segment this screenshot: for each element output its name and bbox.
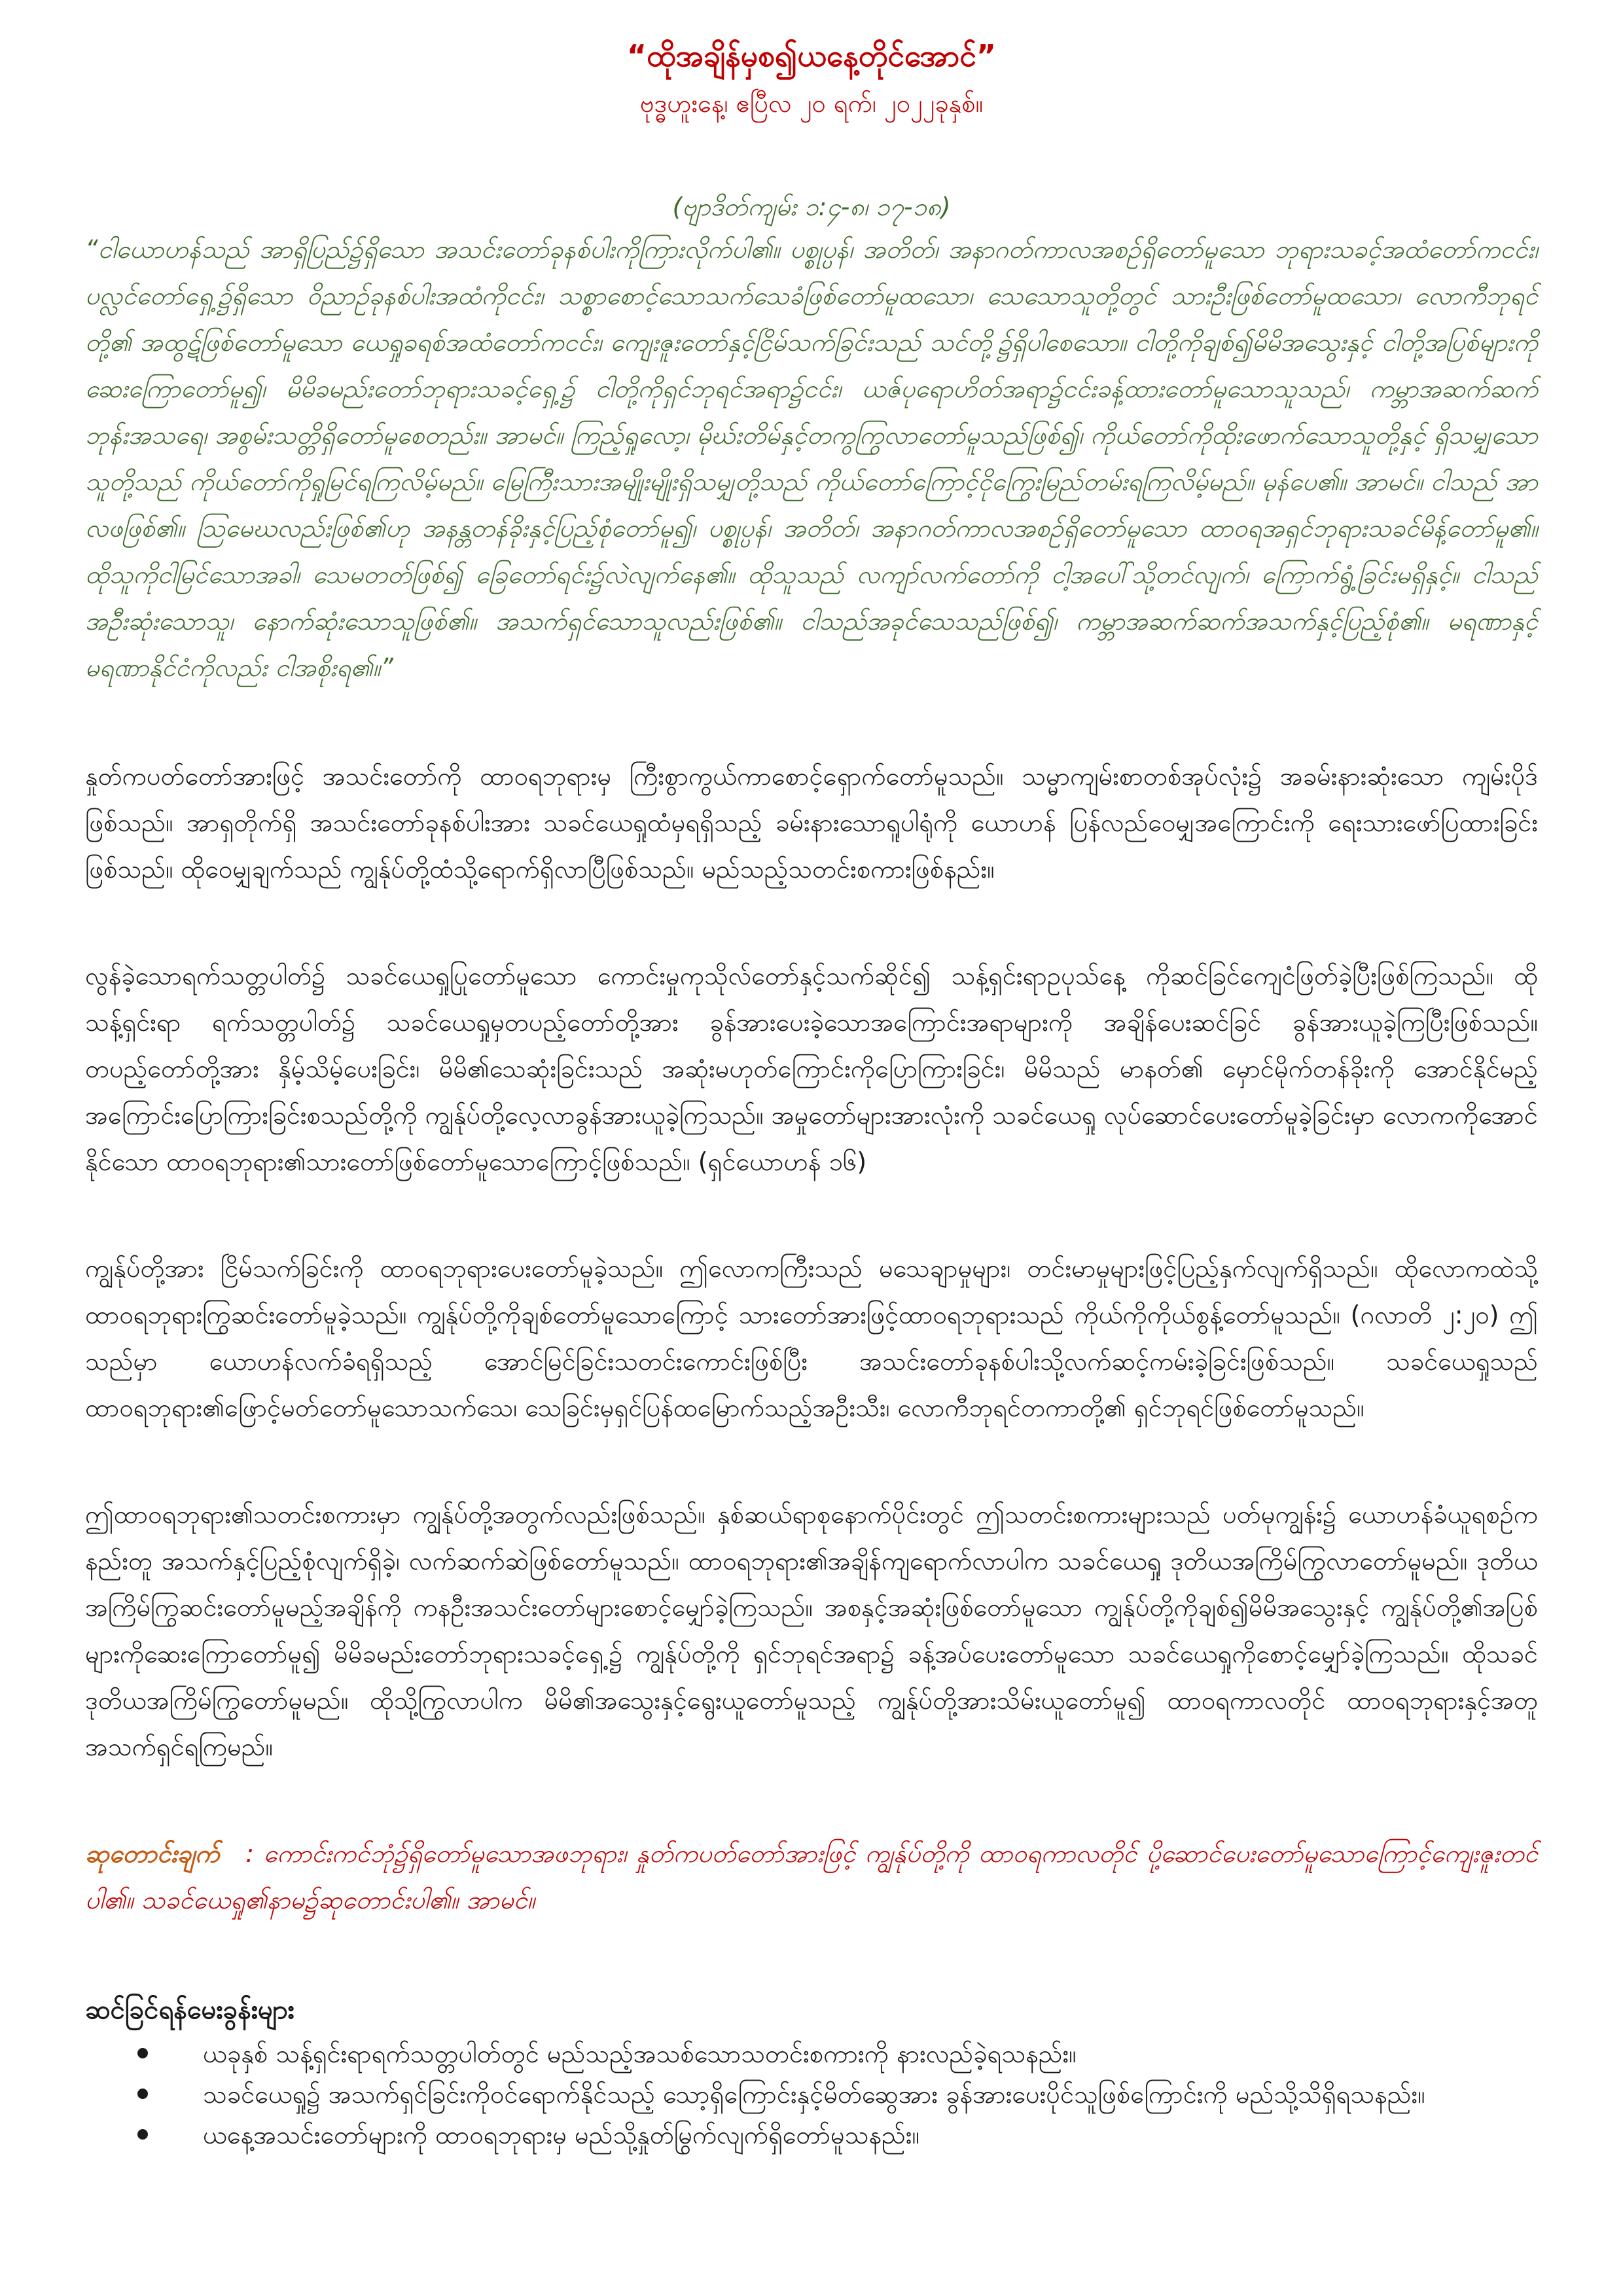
list-item [137,2115,1538,2155]
scripture-reference: (ဗျာဒိတ်ကျမ်း ၁:၄-၈၊ ၁၇-၁၈) [672,192,951,221]
date-line: ဗုဒ္ဓဟူးနေ့၊ ဧပြီလ ၂၀ ရက်၊ ၂၀၂၂ခုနှစ်။ [639,89,984,118]
body-paragraph-1: နှုတ်ကပတ်တော်အားဖြင့် အသင်းတော်ကို ထာဝရဘုရားမှ ကြီးစွာကွယ်ကာစောင့်ရှောက်တော်မူသည်။ သမ္မာကျမ်းစာတစ်အုပ်လုံး၌ အခမ်းနားဆုံးသော ကျမ်းပိုဒ်ဖြစ်သည်။ အာရှတိုက်ရှိ အသင်းတော်ခုနစ်ပါးအား သခင်ယေရှုထံမှရရှိသည့် ခမ်းနားသောရူပါရုံကို ယောဟန် ပြန်လည်ဝေမျှအကြောင်းကို ရေးသားဖော်ပြထားခြင်းဖြစ်သည်။ ထိုဝေမျှချက်သည် ကျွန်ုပ်တို့ထံသို့ရောက်ရှိလာပြီဖြစ်သည်။ မည်သည့်သတင်းစကားဖြစ်နည်း။ [85,762,1538,884]
list-item [137,2034,1538,2074]
prayer-label: ဆုတောင်းချက် [85,1839,220,1868]
question-text: သခင်ယေရှု၌ အသက်ရှင်ခြင်းကိုဝင်ရောက်နိုင်သည့် သော့ရှိကြောင်းနှင့်မိတ်ဆွေအား ခွန်အားပေးပိုင်သူဖြစ်ကြောင်းကို မည်သို့သိရှိရသနည်း။ [203,2080,1425,2109]
scripture-quote: “ငါယောဟန်သည် အာရှိပြည်၌ရှိသော အသင်းတော်ခုနစ်ပါးကိုကြားလိုက်ပါ၏။ ပစ္စုပ္ပန်၊ အတိတ်၊ အနာဂတ်ကာလအစဉ်ရှိတော်မူသော ဘုရားသခင့်အထံတော်ကငင်း၊ ပလ္လင်တော်ရှေ့၌ရှိသော ဝိညာဉ်ခုနစ်ပါးအထံကိုငင်း၊ သစ္စာစောင့်သောသက်သေခံဖြစ်တော်မူထသော၊ သေသောသူတို့တွင် သားဦးဖြစ်တော်မူထသော၊ လောကီဘုရင်တို့၏ အထွဋ်ဖြစ်တော်မူသော ယေရှုခရစ်အထံတော်ကငင်း၊ ကျေးဇူးတော်နှင့်ငြိမ်သက်ခြင်းသည် သင်တို့၌ရှိပါစေသော။ ငါတို့ကိုချစ်၍မိမိအသွေးနှင့် ငါတို့အပြစ်များကိုဆေးကြောတော်မူ၍၊ မိမိခမည်းတော်ဘုရားသခင့်ရှေ့၌ ငါတို့ကိုရှင်ဘုရင်အရာ၌ငင်း၊ ယဇ်ပုရောဟိတ်အရာ၌ငင်းခန့်ထားတော်မူသောသူသည်၊ ကမ္ဘာအဆက်ဆက် ဘုန်းအသရေ၊ အစွမ်းသတ္တိရှိတော်မူစေတည်း။ အာမင်။ ကြည့်ရှုလော့၊ မိုဃ်းတိမ်နှင့်တကွကြွလာတော်မူသည်ဖြစ်၍၊ ကိုယ်တော်ကိုထိုးဖောက်သောသူတို့နှင့် ရှိသမျှသောသူတို့သည် ကိုယ်တော်ကိုရှုမြင်ရကြလိမ့်မည်။ မြေကြီးသားအမျိုးမျိုးရှိသမျှတို့သည် ကိုယ်တော်ကြောင့်ငိုကြွေးမြည်တမ်းရကြလိမ့်မည်။ မုန်ပေ၏။ အာမင်။ ငါသည် အာလဖဖြစ်၏။ ဩမေဃလည်းဖြစ်၏ဟု အနန္တတန်ခိုးနှင့်ပြည့်စုံတော်မူ၍၊ ပစ္စုပ္ပန်၊ အတိတ်၊ အနာဂတ်ကာလအစဉ်ရှိတော်မူသော ထာဝရအရှင်ဘုရားသခင်မိန့်တော်မူ၏။ ထိုသူကိုငါမြင်သောအခါ၊ သေမတတ်ဖြစ်၍ ခြေတော်ရင်း၌လဲလျက်နေ၏။ ထိုသူသည် လကျာ်လက်တော်ကို ငါ့အပေါ်သို့တင်လျက်၊ ကြောက်ရွံ့ခြင်းမရှိနှင့်။ ငါသည်အဦးဆုံးသောသူ၊ နောက်ဆုံးသောသူဖြစ်၏။ အသက်ရှင်သောသူလည်းဖြစ်၏။ ငါသည်အခုင်သေသည်ဖြစ်၍၊ ကမ္ဘာအဆက်ဆက်အသက်နှင့်ပြည့်စုံ၏။ မရဏာနှင့် မရဏာနိုင်ငံကိုလည်း ငါအစိုးရ၏။” [85,235,1538,682]
question-text: ယနေ့အသင်းတော်များကို ထာဝရဘုရားမှ မည်သို့နှုတ်မြွက်လျက်ရှိတော်မူသနည်း။ [203,2121,920,2149]
prayer-text: : ကောင်းကင်ဘုံ၌ရှိတော်မူသောအဖဘုရား၊ နှုတ်ကပတ်တော်အားဖြင့် ကျွန်ုပ်တို့ကို ထာဝရကာလတိုင် ပို့ဆောင်ပေးတော်မူသောကြောင့်ကျေးဇူးတင်ပါ၏။ သခင်ယေရှု၏နာမ၌ဆုတောင်းပါ၏။ အာမင်။ [85,1839,1538,1914]
list-item [137,2074,1538,2115]
question-text: ယခုနှစ် သန့်ရှင်းရာရက်သတ္တပါတ်တွင် မည်သည့်အသစ်သောသတင်းစကားကို နားလည်ခဲ့ရသနည်း။ [203,2039,1077,2068]
questions-heading: ဆင်ခြင်ရန်မေးခွန်းများ [85,1995,294,2025]
bullet-icon [137,2129,148,2140]
prayer-block [85,1831,1538,1924]
page-title: “ထိုအချိန်မှစ၍ယနေ့တိုင်အောင်” [626,38,997,73]
body-paragraph-3: ကျွန်ုပ်တို့အား ငြိမ်သက်ခြင်းကို ထာဝရဘုရားပေးတော်မူခဲ့သည်။ ဤလောကကြီးသည် မသေချာမှုများ၊ တင်းမာမှုများဖြင့်ပြည့်နှက်လျက်ရှိသည်။ ထိုလောကထဲသို့ ထာဝရဘုရားကြွဆင်းတော်မူခဲ့သည်။ ကျွန်ုပ်တို့ကိုချစ်တော်မူသောကြောင့် သားတော်အားဖြင့်ထာဝရဘုရားသည် ကိုယ်ကိုကိုယ်စွန့်တော်မူသည်။ (ဂလာတိ ၂:၂၀) ဤသည်မှာ ယောဟန်လက်ခံရရှိသည့် အောင်မြင်ခြင်းသတင်းကောင်းဖြစ်ပြီး အသင်းတော်ခုနစ်ပါးသို့လက်ဆင့်ကမ်းခဲ့ခြင်းဖြစ်သည်။ သခင်ယေရှုသည် ထာဝရဘုရား၏ဖြောင့်မတ်တော်မူသောသက်သေ၊ သေခြင်းမှရှင်ပြန်ထမြောက်သည့်အဦးသီး၊ လောကီဘုရင်တကာတို့၏ ရှင်ဘုရင်ဖြစ်တော်မူသည်။ [85,1254,1538,1422]
body-paragraph-2: လွန်ခဲ့သောရက်သတ္တပါတ်၌ သခင်ယေရှုပြုတော်မူသော ကောင်းမှုကုသိုလ်တော်နှင့်သက်ဆိုင်၍ သန့်ရှင်းရာဥပုသ်နေ့ ကိုဆင်ခြင်ကျေငံဖြတ်ခဲ့ပြီးဖြစ်ကြသည်။ ထိုသန့်ရှင်းရာ ရက်သတ္တပါတ်၌ သခင်ယေရှုမှတပည့်တော်တို့အား ခွန်အားပေးခဲ့သောအကြောင်းအရာများကို အချိန်ပေးဆင်ခြင် ခွန်အားယူခဲ့ကြပြီးဖြစ်သည်။ တပည့်တော်တို့အား နှိမ့်သိမ့်ပေးခြင်း၊ မိမိ၏သေဆုံးခြင်းသည် အဆုံးမဟုတ်ကြောင်းကိုပြောကြားခြင်း၊ မိမိသည် မာနတ်၏ မှောင်မိုက်တန်ခိုးကို အောင်နိုင်မည့်အကြောင်းပြောကြားခြင်းစသည်တို့ကို ကျွန်ုပ်တို့လေ့လာခွန်အားယူခဲ့ကြသည်။ အမှုတော်များအားလုံးကို သခင်ယေရှု လုပ်ဆောင်ပေးတော်မူခဲ့ခြင်းမှာ လောကကိုအောင်နိုင်သော ထာဝရဘုရား၏သားတော်ဖြစ်တော်မူသောကြောင့်ဖြစ်သည်။ (ရှင်ယောဟန် ၁၆) [85,961,1538,1176]
devotional-page [85,26,1538,2155]
bullet-icon [137,2089,148,2099]
bullet-icon [137,2048,148,2058]
questions-list [85,2034,1538,2155]
body-paragraph-4: ဤထာဝရဘုရား၏သတင်းစကားမှာ ကျွန်ုပ်တို့အတွက်လည်းဖြစ်သည်။ နှစ်ဆယ်ရာစုနောက်ပိုင်းတွင် ဤသတင်းစကားများသည် ပတ်မုကျွန်း၌ ယောဟန်ခံယူရစဉ်ကနည်းတူ အသက်နှင့်ပြည့်စုံလျက်ရှိခဲ့၊ လက်ဆက်ဆဲဖြစ်တော်မူသည်။ ထာဝရဘုရား၏အချိန်ကျရောက်လာပါက သခင်ယေရှု ဒုတိယအကြိမ်ကြွလာတော်မူမည်။ ဒုတိယအကြိမ်ကြွဆင်းတော်မူမည့်အချိန်ကို ကနဦးအသင်းတော်များစောင့်မျှော်ခဲ့ကြသည်။ အစနှင့်အဆုံးဖြစ်တော်မူသော ကျွန်ုပ်တို့ကိုချစ်၍မိမိအသွေးနှင့် ကျွန်ုပ်တို့၏အပြစ်များကိုဆေးကြောတော်မူ၍ မိမိခမည်းတော်ဘုရားသခင့်ရှေ့၌ ကျွန်ုပ်တို့ကို ရှင်ဘုရင်အရာ၌ ခန့်အပ်ပေးတော်မူသော သခင်ယေရှုကိုစောင့်မျှော်ခဲ့ကြသည်။ ထိုသခင်ဒုတိယအကြိမ်ကြွတော်မူမည်။ ထိုသို့ကြွလာပါက မိမိ၏အသွေးနှင့်ရွေးယူတော်မူသည့် ကျွန်ုပ်တို့အားသိမ်းယူတော်မူ၍ ထာဝရကာလတိုင် ထာဝရဘုရားနှင့်အတူအသက်ရှင်ရကြမည်။ [85,1500,1538,1761]
